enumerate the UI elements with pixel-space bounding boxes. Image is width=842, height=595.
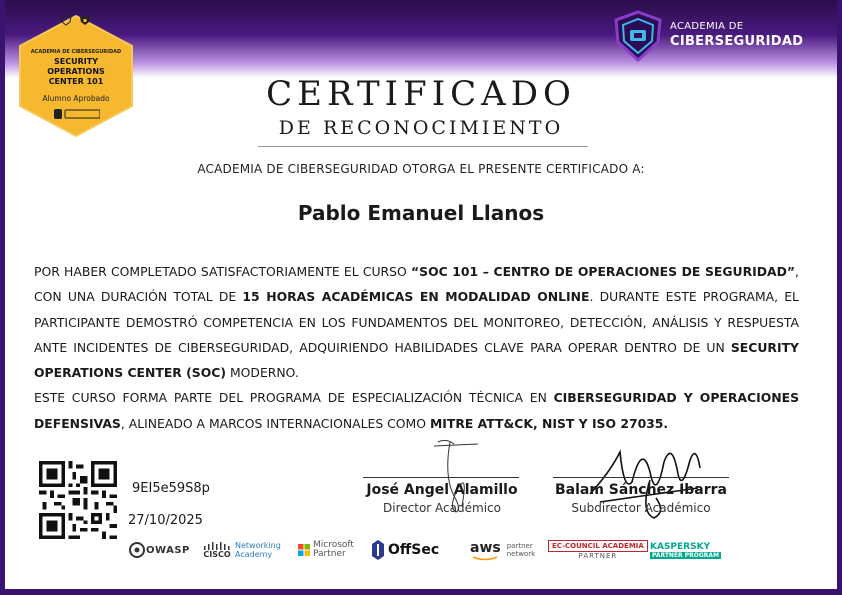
course-duration: 15 HORAS ACADÉMICAS EN MODALIDAD ONLINE xyxy=(242,289,590,305)
signature-1-line xyxy=(363,477,519,478)
frameworks: MITRE ATT&CK, NIST Y ISO 27035. xyxy=(429,415,669,431)
body-text-run: ESTE CURSO FORMA PARTE DEL PROGRAMA DE ESPECIALIZACIÓN TÉCNICA EN xyxy=(34,390,554,406)
logo-line1: ACADEMIA DE xyxy=(670,21,744,32)
cisco-text: CISCO xyxy=(203,549,231,559)
microsoft-text: Microsoft xyxy=(313,540,354,550)
microsoft-partner-logo xyxy=(298,537,354,563)
lock-shield-icon xyxy=(79,14,91,26)
aws-partner-text: partner xyxy=(506,542,533,550)
offsec-logo xyxy=(371,537,439,563)
verification-qr-code[interactable] xyxy=(39,461,117,539)
partner-logos xyxy=(128,537,728,563)
academy-shield-logo-icon xyxy=(612,10,664,62)
body-text-run: , CON UNA DURACIÓN TOTAL DE xyxy=(34,264,799,305)
owasp-logo xyxy=(128,537,190,563)
kaspersky-program-text: PARTNER PROGRAM xyxy=(652,551,720,559)
body-paragraph-1 xyxy=(34,259,799,385)
aws-smile-icon xyxy=(472,556,498,561)
issue-date: 27/10/2025 xyxy=(128,513,203,528)
signature-2-line xyxy=(553,477,729,478)
kaspersky-partner-logo xyxy=(650,537,721,563)
program-name: CIBERSEGURIDAD Y OPERACIONES DEFENSIVAS xyxy=(34,390,800,431)
course-name: “SOC 101 – CENTRO DE OPERACIONES DE SEGURIDAD” xyxy=(411,264,796,279)
title-divider xyxy=(258,146,588,147)
aws-text: aws xyxy=(470,539,501,556)
owasp-wasp-icon xyxy=(128,541,146,559)
body-text-run: MODERNO. xyxy=(226,365,299,381)
academy-logo xyxy=(612,10,812,62)
academy-shield-icon xyxy=(60,14,72,26)
aws-network-text: network xyxy=(506,550,536,558)
badge-brand: ACADEMIA DE CIBERSEGURIDAD xyxy=(30,49,122,55)
owasp-text: OWASP xyxy=(146,544,190,556)
ec-council-text: EC-COUNCIL ACADEMIA xyxy=(548,540,648,552)
kaspersky-text: KASPERSKY xyxy=(650,541,711,552)
badge-title-line2: CENTER 101 xyxy=(48,77,104,86)
offsec-text: OffSec xyxy=(388,542,440,558)
ec-council-logo xyxy=(548,537,648,563)
badge-status: Alumno Aprobado xyxy=(42,94,110,103)
cisco-academy-text: Academy xyxy=(235,550,273,559)
award-intro: ACADEMIA DE CIBERSEGURIDAD OTORGA EL PRESENTE CERTIFICADO A: xyxy=(197,162,645,176)
certificate-subtitle: DE RECONOCIMIENTO xyxy=(278,117,564,139)
certificate-code: 9EI5e59S8p xyxy=(132,481,210,496)
offsec-emblem-icon xyxy=(371,540,385,560)
aws-partner-logo xyxy=(470,537,535,563)
recipient-name: Pablo Emanuel Llanos xyxy=(297,201,545,225)
cisco-networking-text: Networking xyxy=(235,541,281,550)
body-text-run: . DURANTE ESTE PROGRAMA, EL PARTICIPANTE DEMOSTRÓ COMPETENCIA EN LOS FUNDAMENTOS DEL MONITOREO, DETECCIÓN, ANÁLISIS Y RESPUESTA ANTE INCIDENTES DE CIBERSEGURIDAD, ADQUIRIENDO HABILIDADES CLAVE PARA OPERAR DENTRO DE UN xyxy=(34,289,799,355)
certificate-body xyxy=(34,259,799,436)
badge-title-line1: SECURITY OPERATIONS xyxy=(47,57,105,76)
body-text-run: POR HABER COMPLETADO SATISFACTORIAMENTE EL CURSO xyxy=(34,264,411,279)
microsoft-windows-icon xyxy=(298,544,310,556)
microsoft-partner-text: Partner xyxy=(313,549,346,559)
signature-1-name: José Angel Alamillo xyxy=(366,482,518,498)
ec-council-partner-text: PARTNER xyxy=(578,552,618,560)
soc-term: SECURITY OPERATIONS CENTER (SOC) xyxy=(34,339,799,381)
signature-2-name: Balam Sánchez Ibarra xyxy=(554,482,728,498)
body-paragraph-2 xyxy=(34,385,799,436)
signature-2-role: Subdirector Académico xyxy=(571,501,711,515)
signature-1-role: Director Académico xyxy=(383,501,501,515)
cisco-logo xyxy=(203,537,281,563)
body-text-run: , ALINEADO A MARCOS INTERNACIONALES COMO xyxy=(120,415,430,431)
cisco-bars-icon xyxy=(203,542,231,550)
certificate-title: CERTIFICADO xyxy=(266,74,576,114)
logo-line2: CIBERSEGURIDAD xyxy=(670,34,804,49)
